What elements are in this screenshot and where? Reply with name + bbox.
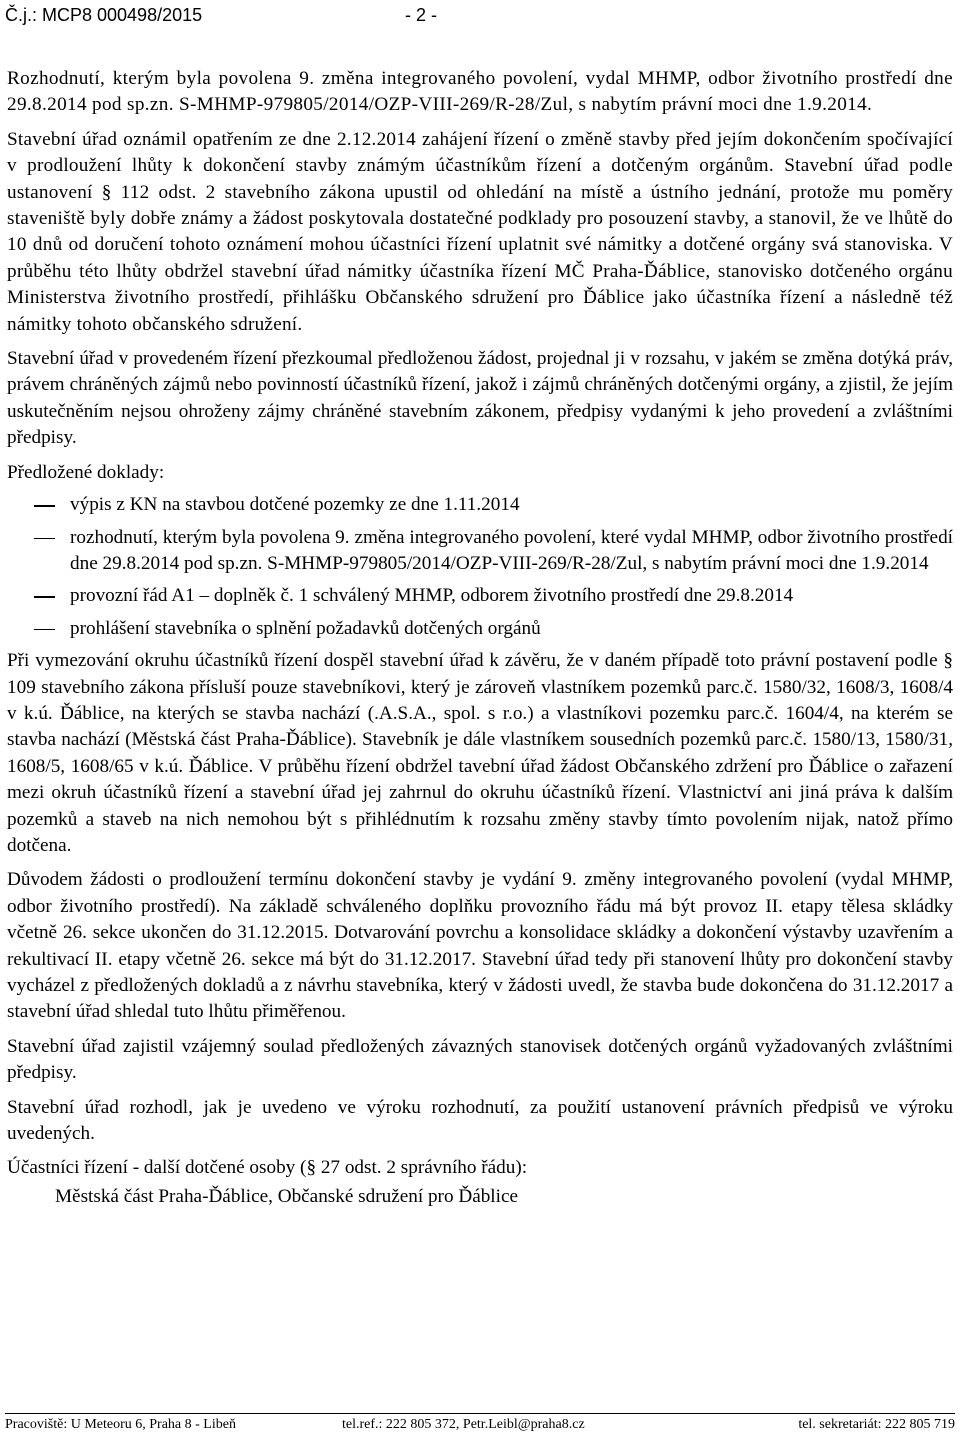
reference-number: Č.j.: MCP8 000498/2015	[5, 5, 203, 25]
list-item	[7, 525, 953, 578]
dash-bullet	[34, 596, 55, 598]
footer-contact: tel.ref.: 222 805 372, Petr.Leibl@praha8.cz	[342, 1417, 585, 1432]
footer-workplace: Pracoviště: U Meteoru 6, Praha 8 - Libeň	[5, 1417, 236, 1432]
page-number: - 2 -	[405, 5, 438, 25]
list-item-text: výpis z KN na stavbou dotčené pozemky ze dne 1.11.2014	[70, 494, 520, 516]
paragraph-permit-decision: Rozhodnutí, kterým byla povolena 9. změna integrovaného povolení, vydal MHMP, odbor životního prostředí dne 29.8.2014 pod sp.zn. S-MHMP-979805/2014/OZP-VIII-269/R-28/Zul, s nabytím právní moci dne 1.9.2014.	[7, 68, 953, 116]
list-item	[7, 492, 953, 518]
page-header	[5, 3, 955, 27]
paragraph-extension-reason: Důvodem žádosti o prodloužení termínu dokončení stavby je vydání 9. změny integrovaného povolení (vydal MHMP, odbor životního prostředí). Na základě schváleného doplňku provozního řádu má být provoz II. etapy tělesa skládky včetně 26. sekce ukončen do 31.12.2015. Dotvarování povrchu a konsolidace skládky a dokončení výstavby uzavřením a rekultivací II. etapy včetně 26. sekce má být do 31.12.2017. Stavební úřad tedy při stanovení lhůty pro dokončení stavby vycházel z předložených dokladů a z návrhu stavebníka, který v žádosti uvedl, že stavba bude dokončena do 31.12.2017 a stavební úřad shledal tuto lhůtu přiměřenou.	[7, 869, 953, 1023]
list-item	[7, 583, 953, 609]
footer-divider	[5, 1413, 955, 1414]
footer-secretariat: tel. sekretariát: 222 805 719	[798, 1417, 955, 1432]
list-item	[7, 616, 953, 642]
list-item-text: prohlášení stavebníka o splnění požadavků dotčených orgánů	[70, 617, 541, 639]
paragraph-proceedings-notice: Stavební úřad oznámil opatřením ze dne 2.12.2014 zahájení řízení o změně stavby před jejím dokončením spočívající v prodloužení lhůty k dokončení stavby známým účastníkům řízení a dotčeným orgánům. Stavební úřad podle ustanovení § 112 odst. 2 stavebního zákona upustil od ohledání na místě a ústního jednání, protože mu poměry staveniště byly dobře známy a žádost poskytovala dostatečné podklady pro posouzení stavby, a stanovil, že ve lhůtě do 10 dnů od doručení tohoto oznámení mohou účastníci řízení uplatnit své námitky a dotčené orgány svá stanoviska. V průběhu této lhůty obdržel stavební úřad námitky účastníka řízení MČ Praha-Ďáblice, stanovisko dotčeného orgánu Ministerstva životního prostředí, přihlášku Občanského sdružení pro Ďáblice jako účastníka řízení a následně též námitky tohoto občanského sdružení.	[7, 128, 953, 335]
dash-bullet	[34, 538, 55, 540]
document-body	[7, 66, 953, 1210]
other-participants-list: Městská část Praha-Ďáblice, Občanské sdružení pro Ďáblice	[55, 1185, 518, 1207]
other-participants-heading: Účastníci řízení - další dotčené osoby (§ 27 odst. 2 správního řádu):	[7, 1157, 528, 1179]
list-item-text: provozní řád A1 – doplněk č. 1 schválený MHMP, odborem životního prostředí dne 29.8.2014	[70, 585, 794, 607]
paragraph-consistency: Stavební úřad zajistil vzájemný soulad předložených závazných stanovisek dotčených orgánů vyžadovaných zvláštními předpisy.	[7, 1035, 953, 1084]
documents-list	[7, 492, 953, 642]
dash-bullet	[34, 629, 55, 631]
list-item-text: rozhodnutí, kterým byla povolena 9. změna integrovaného povolení, které vydal MHMP, odbor životního prostředí dne 29.8.2014 pod sp.zn. S-MHMP-979805/2014/OZP-VIII-269/R-28/Zul, s nabytím právní moci dne 1.9.2014	[70, 526, 953, 574]
paragraph-review: Stavební úřad v provedeném řízení přezkoumal předloženou žádost, projednal ji v rozsahu, v jakém se změna dotýká práv, právem chráněných zájmů nebo povinností účastníků řízení, jakož i zájmů chráněných dotčenými orgány, a zjistil, že jejím uskutečněním nejsou ohroženy zájmy chráněné stavebním zákonem, předpisy vydanými k jeho provedení a zvláštními předpisy.	[7, 348, 953, 449]
dash-bullet	[34, 505, 55, 507]
paragraph-participants: Při vymezování okruhu účastníků řízení dospěl stavební úřad k závěru, že v daném případě toto právní postavení podle § 109 stavebního zákona přísluší pouze stavebníkovi, který je zároveň vlastníkem pozemků parc.č. 1580/32, 1608/3, 1608/4 v k.ú. Ďáblice, na kterých se stavba nachází (.A.S.A., spol. s r.o.) a vlastníkovi pozemku parc.č. 1604/4, na kterém se stavba nachází (Městská část Praha-Ďáblice). Stavebník je dále vlastníkem sousedních pozemků parc.č. 1580/13, 1580/31, 1608/5, 1608/65 v k.ú. Ďáblice. V průběhu řízení obdržel tavební úřad žádost Občanského zdržení pro Ďáblice o zařazení mezi okruh účastníků řízení a stavební úřad jej zahrnul do okruhu účastníků řízení. Vlastnictví ani jiná práva k dalším pozemků a staveb na nich nemohou být s přihlédnutím k rozsahu změny stavby tímto povolením nijak, natož přímo dotčena.	[7, 650, 953, 856]
documents-heading: Předložené doklady:	[7, 461, 165, 483]
paragraph-decision-basis: Stavební úřad rozhodl, jak je uvedeno ve výroku rozhodnutí, za použití ustanovení právních předpisů ve výroku uvedených.	[7, 1096, 953, 1145]
